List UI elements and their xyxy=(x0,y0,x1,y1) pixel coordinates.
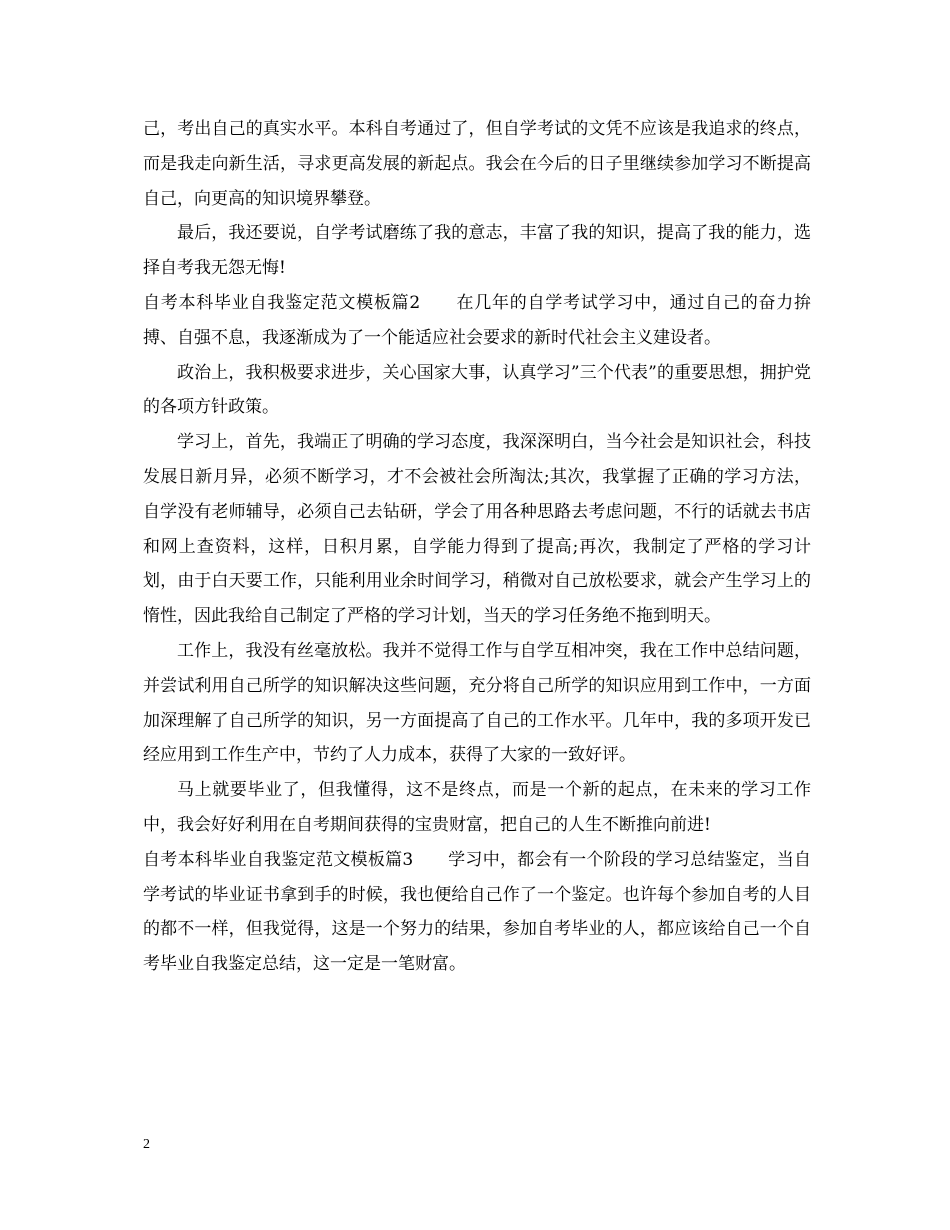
paragraph-6: 工作上，我没有丝毫放松。我并不觉得工作与自学互相冲突，我在工作中总结问题，并尝试利用自己所学的知识解决这些问题，充分将自己所学的知识应用到工作中，一方面加深理解了自己所学的知识，另一方面提高了自己的工作水平。几年中，我的多项开发已经应用到工作生产中，节约了人力成本，获得了大家的一致好评。 xyxy=(143,640,811,766)
paragraph-7: 马上就要毕业了，但我懂得，这不是终点，而是一个新的起点，在未来的学习工作中，我会好好利用在自考期间获得的宝贵财富，把自己的人生不断推向前进! xyxy=(143,780,811,835)
page-number: 2 xyxy=(143,1137,150,1152)
paragraph-3-section-heading: 自考本科毕业自我鉴定范文模板篇2 在几年的自学考试学习中，通过自己的奋力拚搏、自强不息，我逐渐成为了一个能适应社会要求的新时代社会主义建设者。 xyxy=(143,292,811,348)
document-body xyxy=(143,112,811,982)
paragraph-1: 己，考出自己的真实水平。本科自考通过了，但自学考试的文凭不应该是我追求的终点，而是我走向新生活，寻求更高发展的新起点。我会在今后的日子里继续参加学习不断提高自己，向更高的知识境界攀登。 xyxy=(143,119,811,209)
paragraph-5: 学习上，首先，我端正了明确的学习态度，我深深明白，当今社会是知识社会，科技发展日新月异，必须不断学习，才不会被社会所淘汰;其次，我掌握了正确的学习方法，自学没有老师辅导，必须自己去钻研，学会了用各种思路去考虑问题，不行的话就去书店和网上查资料，这样，日积月累，自学能力得到了提高;再次，我制定了严格的学习计划，由于白天要工作，只能利用业余时间学习，稍微对自己放松要求，就会产生学习上的惰性，因此我给自己制定了严格的学习计划，当天的学习任务绝不拖到明天。 xyxy=(143,432,811,627)
paragraph-2: 最后，我还要说，自学考试磨练了我的意志，丰富了我的知识，提高了我的能力，选择自考我无怨无悔! xyxy=(143,223,811,279)
paragraph-8-section-heading: 自考本科毕业自我鉴定范文模板篇3 学习中，都会有一个阶段的学习总结鉴定，当自学考试的毕业证书拿到手的时候，我也便给自己作了一个鉴定。也许每个参加自考的人目的都不一样，但我觉得，这是一个努力的结果，参加自考毕业的人，都应该给自己一个自考毕业自我鉴定总结，这一定是一笔财富。 xyxy=(143,849,811,975)
paragraph-4: 政治上，我积极要求进步，关心国家大事，认真学习”三个代表”的重要思想，拥护党的各项方针政策。 xyxy=(143,362,811,418)
